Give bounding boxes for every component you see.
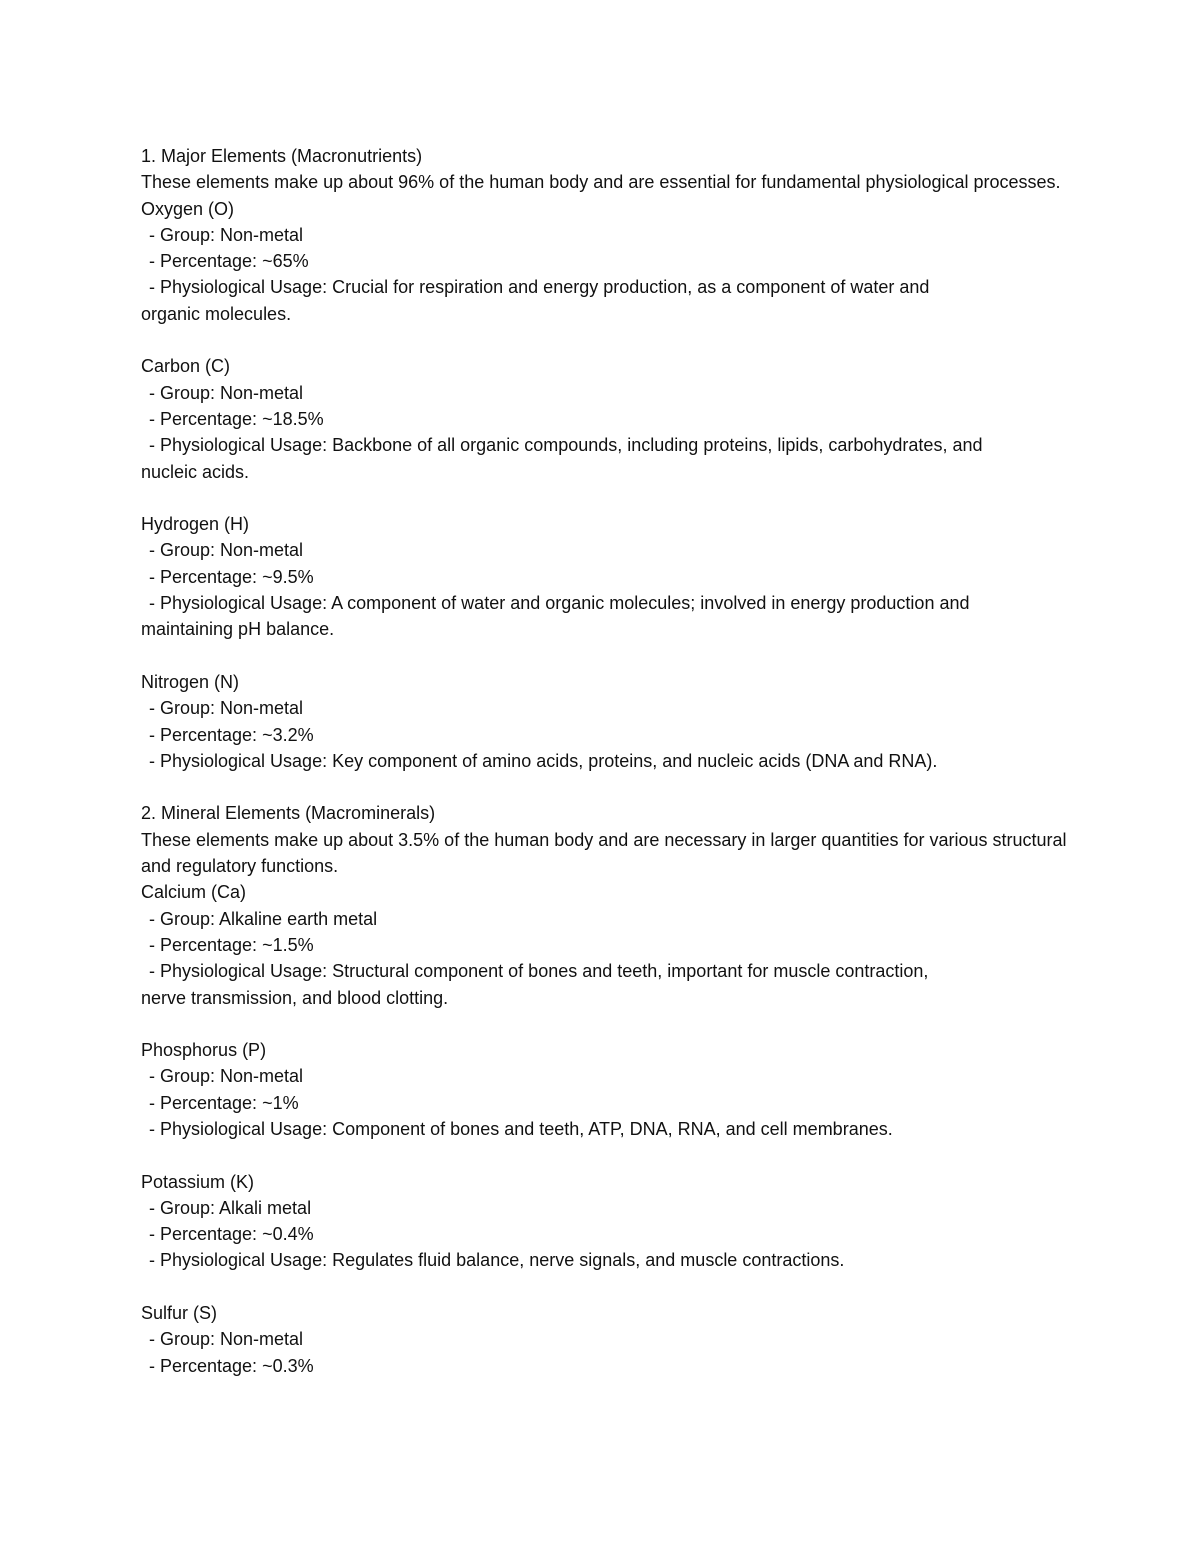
blank-line bbox=[141, 327, 1076, 353]
element-block-sulfur bbox=[141, 1300, 1076, 1379]
blank-line bbox=[141, 643, 1076, 669]
element-percentage: - Percentage: ~18.5% bbox=[149, 408, 324, 429]
element-name: Phosphorus (P) bbox=[141, 1040, 267, 1061]
section-mineral-elements bbox=[141, 800, 1076, 1379]
blank-line bbox=[141, 1274, 1076, 1300]
section-intro: These elements make up about 3.5% of the human body and are necessary in larger quantities for various structural and regulatory functions. bbox=[141, 829, 1072, 877]
element-block-oxygen bbox=[141, 196, 1076, 327]
element-group: - Group: Non-metal bbox=[149, 1329, 304, 1350]
element-group: - Group: Non-metal bbox=[149, 382, 304, 403]
element-name: Calcium (Ca) bbox=[141, 882, 247, 903]
element-percentage: - Percentage: ~65% bbox=[149, 251, 309, 272]
element-name: Sulfur (S) bbox=[141, 1303, 218, 1324]
element-group: - Group: Non-metal bbox=[149, 540, 304, 561]
blank-line bbox=[141, 485, 1076, 511]
section-intro: These elements make up about 96% of the human body and are essential for fundamental physiological processes. bbox=[141, 172, 1061, 193]
element-percentage: - Percentage: ~9.5% bbox=[149, 566, 314, 587]
element-group: - Group: Alkaline earth metal bbox=[149, 908, 378, 929]
section-heading: 2. Mineral Elements (Macrominerals) bbox=[141, 803, 436, 824]
element-usage: - Physiological Usage: A component of water and organic molecules; involved in energy production and bbox=[149, 593, 970, 614]
element-usage-continued: nerve transmission, and blood clotting. bbox=[141, 987, 449, 1008]
element-block-calcium bbox=[141, 879, 1076, 1010]
element-percentage: - Percentage: ~1% bbox=[149, 1092, 299, 1113]
element-block-phosphorus bbox=[141, 1037, 1076, 1142]
element-group: - Group: Non-metal bbox=[149, 698, 304, 719]
element-usage: - Physiological Usage: Structural component of bones and teeth, important for muscle contraction, bbox=[149, 961, 929, 982]
element-group: - Group: Non-metal bbox=[149, 224, 304, 245]
element-name: Nitrogen (N) bbox=[141, 671, 240, 692]
element-percentage: - Percentage: ~0.4% bbox=[149, 1224, 314, 1245]
element-group: - Group: Non-metal bbox=[149, 1066, 304, 1087]
element-usage-continued: maintaining pH balance. bbox=[141, 619, 335, 640]
blank-line bbox=[141, 1142, 1076, 1168]
element-name: Oxygen (O) bbox=[141, 198, 235, 219]
element-usage-continued: nucleic acids. bbox=[141, 461, 250, 482]
element-block-carbon bbox=[141, 353, 1076, 484]
element-usage: - Physiological Usage: Backbone of all organic compounds, including proteins, lipids, carbohydrates, and bbox=[149, 435, 983, 456]
element-percentage: - Percentage: ~0.3% bbox=[149, 1355, 314, 1376]
element-block-potassium bbox=[141, 1169, 1076, 1274]
element-group: - Group: Alkali metal bbox=[149, 1197, 312, 1218]
element-name: Hydrogen (H) bbox=[141, 514, 250, 535]
element-usage: - Physiological Usage: Regulates fluid balance, nerve signals, and muscle contractions. bbox=[149, 1250, 845, 1271]
element-block-nitrogen bbox=[141, 669, 1076, 774]
blank-line bbox=[141, 1011, 1076, 1037]
section-heading: 1. Major Elements (Macronutrients) bbox=[141, 146, 423, 166]
element-name: Potassium (K) bbox=[141, 1171, 255, 1192]
section-major-elements bbox=[141, 143, 1076, 800]
element-usage: - Physiological Usage: Key component of amino acids, proteins, and nucleic acids (DNA and RNA). bbox=[149, 750, 938, 771]
element-percentage: - Percentage: ~1.5% bbox=[149, 934, 314, 955]
element-usage: - Physiological Usage: Crucial for respiration and energy production, as a component of water and bbox=[149, 277, 930, 298]
document-page bbox=[141, 143, 1076, 1379]
element-name: Carbon (C) bbox=[141, 356, 231, 377]
element-percentage: - Percentage: ~3.2% bbox=[149, 724, 314, 745]
blank-line bbox=[141, 774, 1076, 800]
element-block-hydrogen bbox=[141, 511, 1076, 642]
element-usage-continued: organic molecules. bbox=[141, 303, 292, 324]
element-usage: - Physiological Usage: Component of bones and teeth, ATP, DNA, RNA, and cell membranes. bbox=[149, 1118, 893, 1139]
